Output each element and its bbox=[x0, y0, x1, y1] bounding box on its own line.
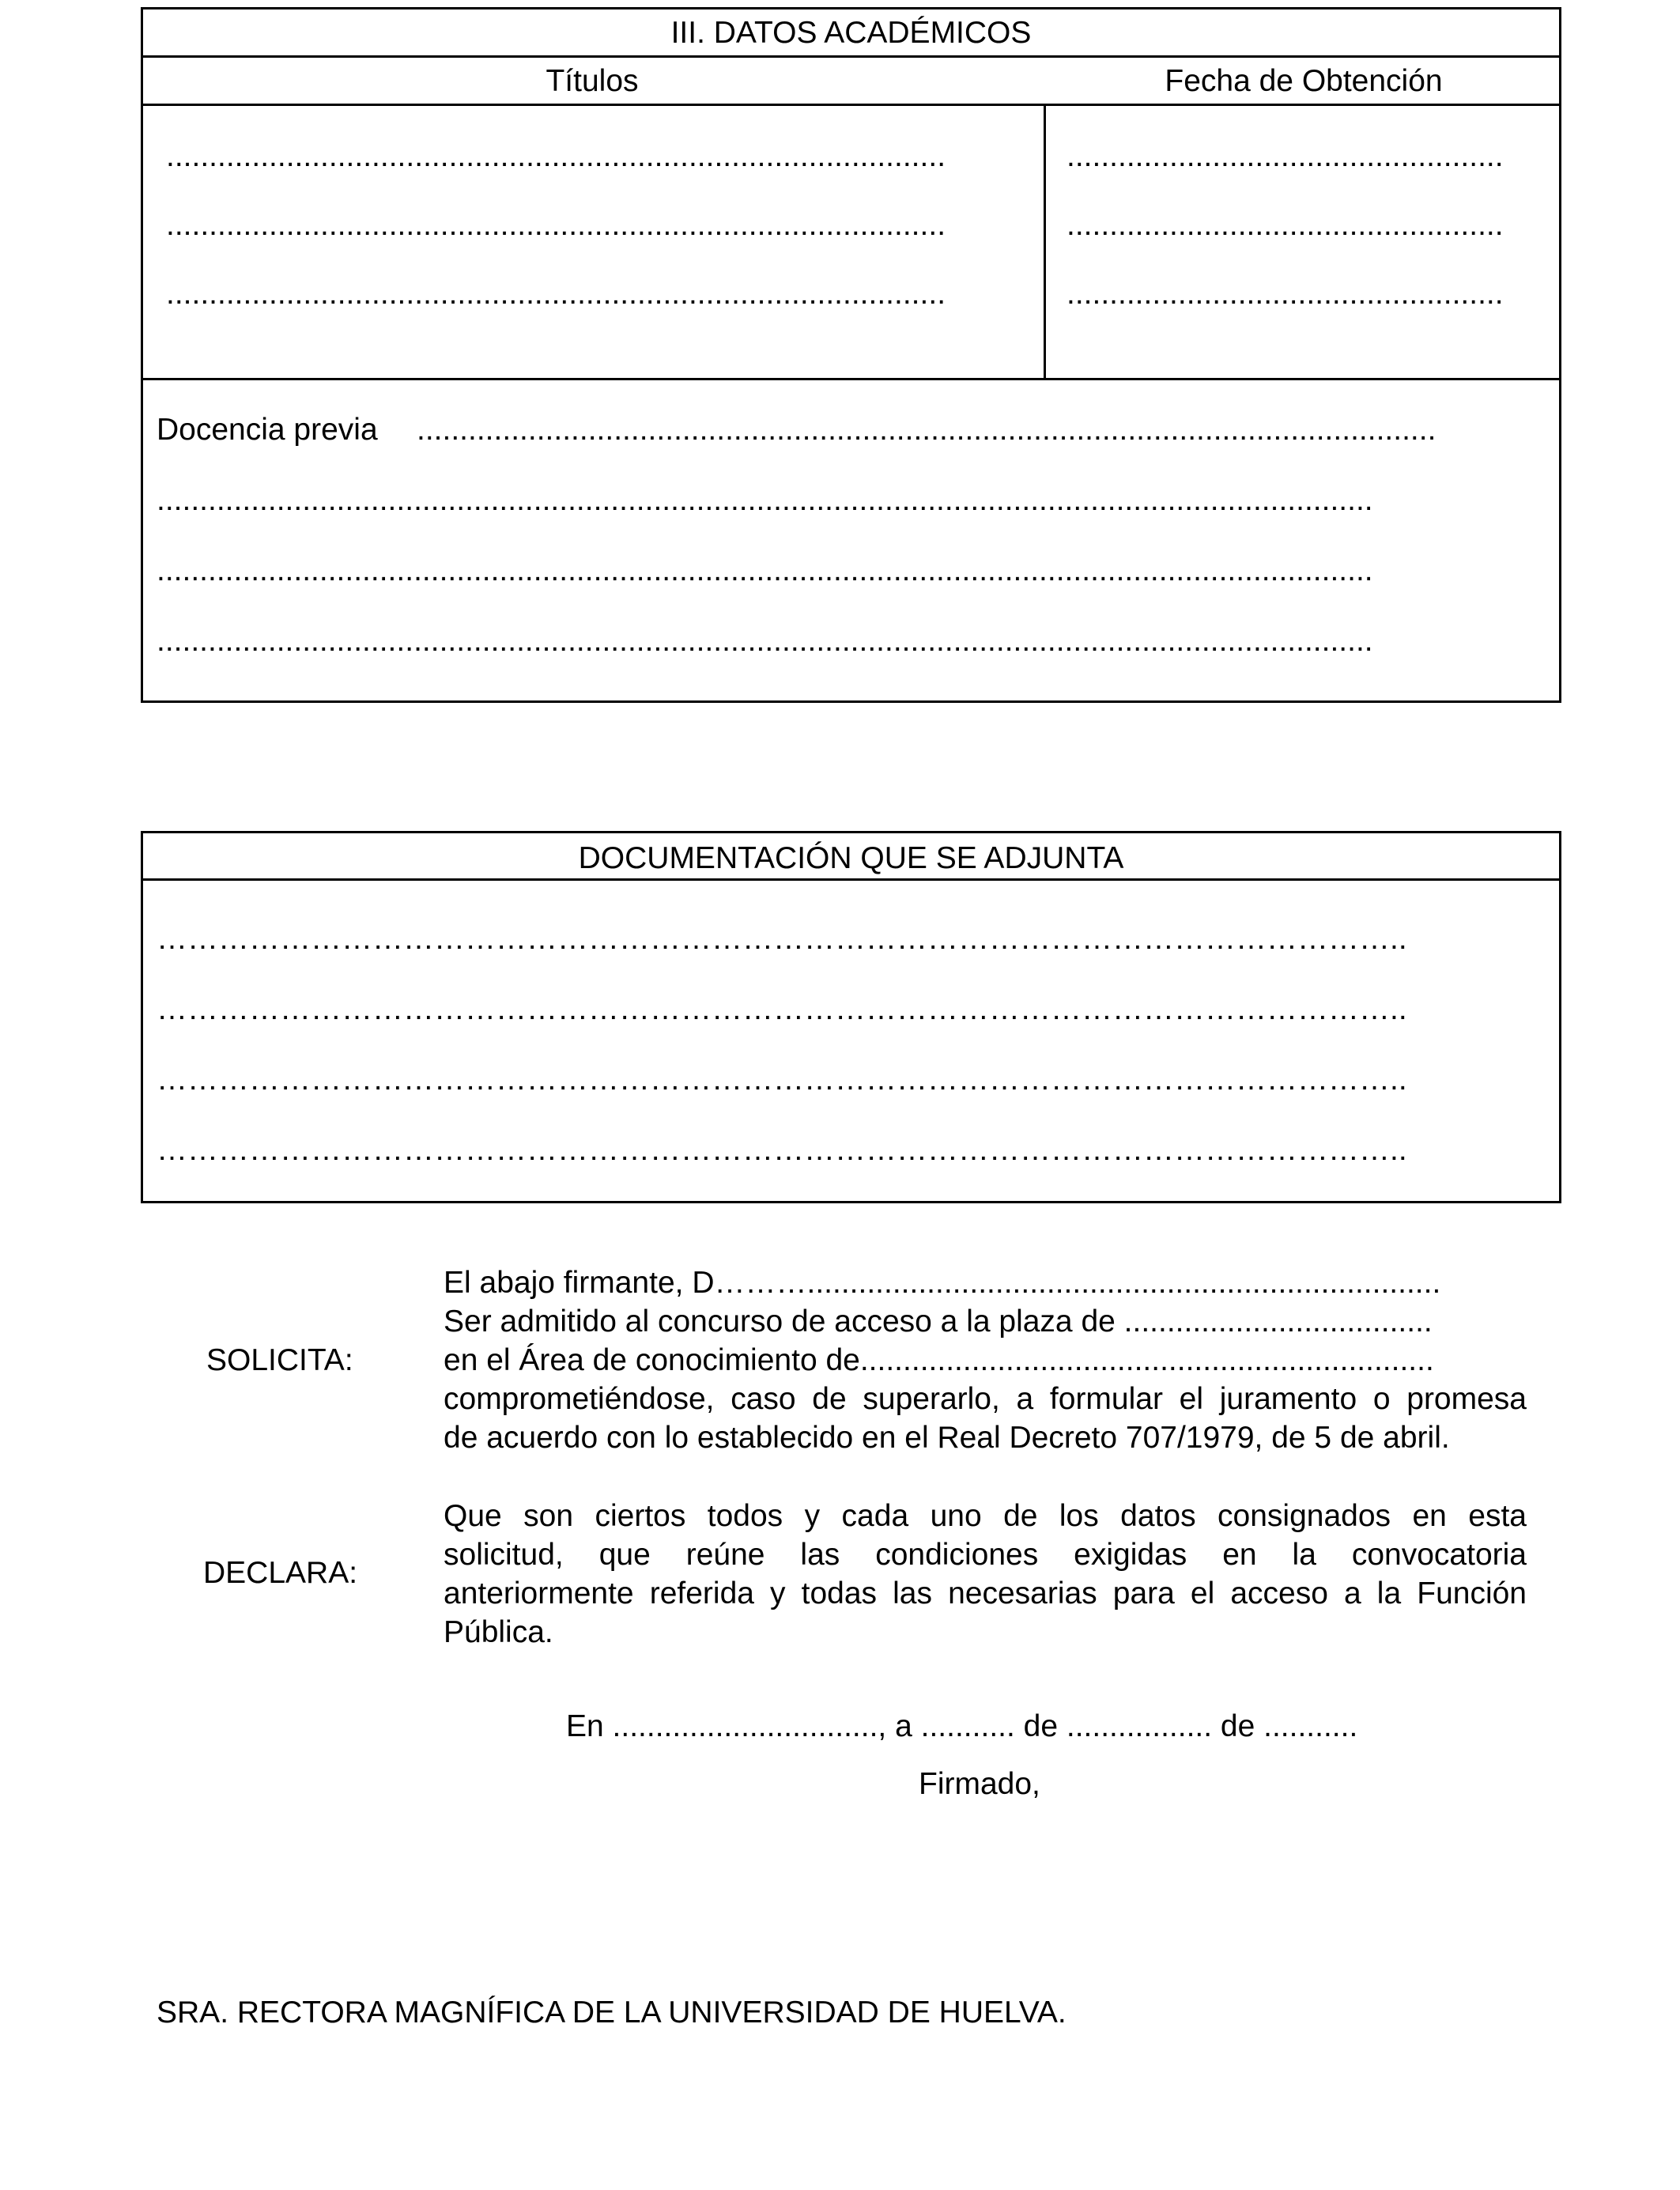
declara-line: Que son ciertos todos y cada uno de los datos consignados en esta bbox=[444, 1499, 1527, 1533]
solicita-label: SOLICITA: bbox=[206, 1343, 353, 1377]
solicita-line: comprometiéndose, caso de superarlo, a formular el juramento o promesa bbox=[444, 1382, 1527, 1416]
academic-data-box bbox=[141, 7, 1561, 703]
academic-header-divider bbox=[141, 104, 1561, 106]
signed-label: Firmado, bbox=[919, 1767, 1040, 1801]
declara-text bbox=[444, 1497, 1527, 1652]
academic-section-title: III. DATOS ACADÉMICOS bbox=[670, 16, 1032, 50]
docencia-previa-label: Docencia previa bbox=[157, 413, 378, 447]
docencia-entry-line[interactable]: .............................................................................................................................................. bbox=[157, 555, 1373, 586]
docencia-entry-line[interactable]: .............................................................................................................................................. bbox=[157, 485, 1373, 515]
docencia-entry-line[interactable]: .............................................................................................................................................. bbox=[157, 625, 1373, 656]
documentation-title-divider bbox=[141, 878, 1561, 881]
titles-column-header: Títulos bbox=[546, 64, 639, 98]
declara-line: anteriormente referida y todas las necesarias para el acceso a la Función bbox=[444, 1576, 1527, 1610]
date-entry-line[interactable]: ................................................... bbox=[1067, 278, 1504, 309]
documentation-entry-line[interactable]: ………………………………………………………………………………………………………….. bbox=[157, 1064, 1407, 1095]
declara-line: solicitud, que reúne las condiciones exigidas en la convocatoria bbox=[444, 1538, 1527, 1572]
title-entry-line[interactable]: ........................................................................................... bbox=[166, 141, 946, 172]
solicita-text bbox=[444, 1263, 1527, 1457]
solicita-line: Ser admitido al concurso de acceso a la plaza de .................................... bbox=[444, 1305, 1433, 1339]
documentation-entry-line[interactable]: ………………………………………………………………………………………………………….. bbox=[157, 1135, 1407, 1165]
academic-column-divider bbox=[1044, 104, 1046, 380]
addressee: SRA. RECTORA MAGNÍFICA DE LA UNIVERSIDAD DE HUELVA. bbox=[157, 1996, 1067, 2030]
solicita-line: en el Área de conocimiento de................................................................... bbox=[444, 1343, 1434, 1377]
solicita-line: El abajo firmante, D……….......................................................................... bbox=[444, 1266, 1441, 1300]
academic-title-divider bbox=[141, 55, 1561, 58]
title-entry-line[interactable]: ........................................................................................... bbox=[166, 210, 946, 240]
documentation-entry-line[interactable]: ………………………………………………………………………………………………………….. bbox=[157, 994, 1407, 1025]
academic-docencia-divider bbox=[141, 378, 1561, 380]
declara-label: DECLARA: bbox=[203, 1556, 358, 1590]
date-column-header: Fecha de Obtención bbox=[1165, 64, 1443, 98]
documentation-title: DOCUMENTACIÓN QUE SE ADJUNTA bbox=[578, 841, 1124, 875]
documentation-entry-line[interactable]: ………………………………………………………………………………………………………….. bbox=[157, 923, 1407, 954]
title-entry-line[interactable]: ........................................................................................... bbox=[166, 278, 946, 309]
solicita-line: de acuerdo con lo establecido en el Real Decreto 707/1979, de 5 de abril. bbox=[444, 1421, 1450, 1455]
docencia-entry-line[interactable]: ....................................................................................................................... bbox=[417, 414, 1436, 445]
date-entry-line[interactable]: ................................................... bbox=[1067, 210, 1504, 240]
declara-line: Pública. bbox=[444, 1615, 553, 1649]
date-entry-line[interactable]: ................................................... bbox=[1067, 141, 1504, 172]
place-date-line[interactable]: En ..............................., a ........... de ................. de ........... bbox=[566, 1709, 1358, 1743]
